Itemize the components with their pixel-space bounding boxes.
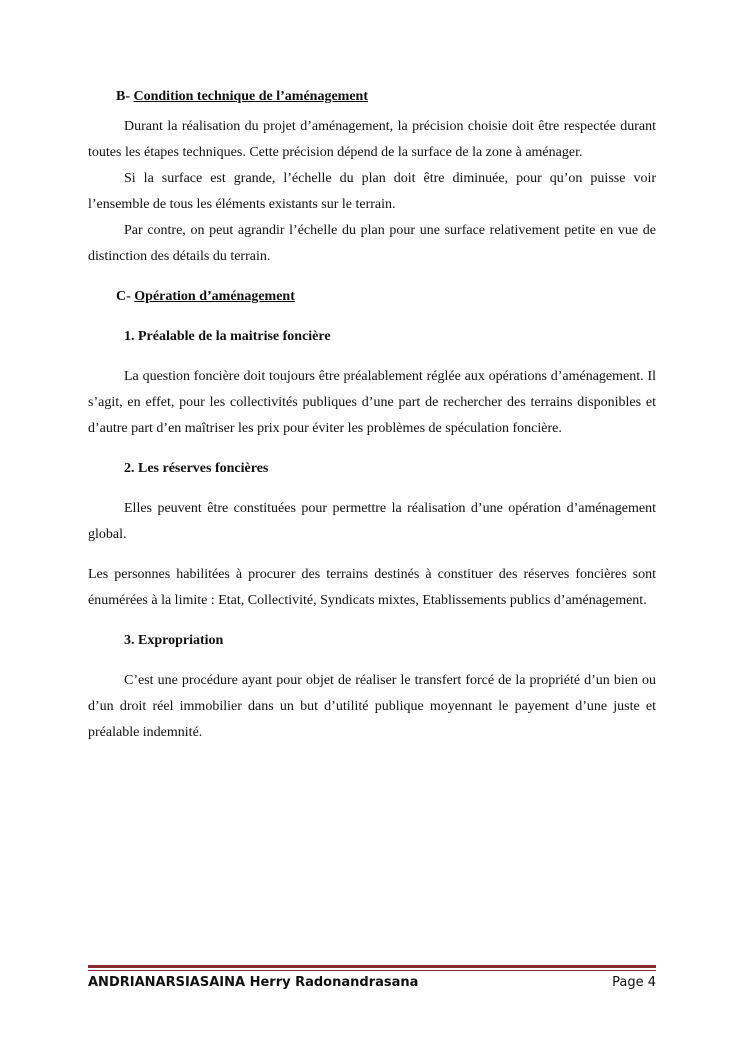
footer-rule-thick: [88, 965, 656, 968]
section-b-paragraph-2: Si la surface est grande, l’échelle du plan doit être diminuée, pour qu’on puisse voir l’ensemble de tous les éléments existants sur le terrain.: [88, 171, 656, 212]
subsection-3-paragraph: C’est une procédure ayant pour objet de réaliser le transfert forcé de la propriété d’un bien ou d’un droit réel immobilier dans un but d’utilité publique moyennant le payement d’une juste et préalable indemnité.: [88, 673, 656, 740]
page-footer: [88, 973, 656, 993]
subsection-1-title: 1. Préalable de la maitrise foncière: [124, 329, 331, 344]
subsection-2-title: 2. Les réserves foncières: [124, 461, 269, 476]
subsection-2-paragraph-1: Elles peuvent être constituées pour permettre la réalisation d’une opération d’aménagement global.: [88, 501, 656, 542]
footer-author: ANDRIANARSIASAINA Herry Radonandrasana: [88, 975, 419, 990]
footer-rule: [88, 965, 656, 971]
subsection-1-paragraph: La question foncière doit toujours être préalablement réglée aux opérations d’aménagement. Il s’agit, en effet, pour les collectivités publiques d’une part de rechercher des terrains disponibles et d’autre part d’en maîtriser les prix pour éviter les problèmes de spéculation foncière.: [88, 369, 656, 436]
footer-rule-thin: [88, 970, 656, 971]
section-b-prefix: B-: [116, 89, 134, 104]
page-number: Page 4: [612, 975, 656, 990]
document-body: [88, 84, 656, 746]
subsection-2-paragraph-2: Les personnes habilitées à procurer des terrains destinés à constituer des réserves foncières sont énumérées à la limite : Etat, Collectivité, Syndicats mixtes, Etablissements publics d’aménagement.: [88, 567, 656, 608]
section-c-heading: [116, 284, 656, 310]
section-b-heading: [116, 84, 656, 110]
subsection-3-title: 3. Expropriation: [124, 633, 224, 648]
section-b-paragraph-3: Par contre, on peut agrandir l’échelle du plan pour une surface relativement petite en vue de distinction des détails du terrain.: [88, 223, 656, 264]
section-b-title: Condition technique de l’aménagement: [133, 89, 368, 104]
section-b-paragraph-1: Durant la réalisation du projet d’aménagement, la précision choisie doit être respectée durant toutes les étapes techniques. Cette précision dépend de la surface de la zone à aménager.: [88, 119, 656, 160]
section-c-title: Opération d’aménagement: [134, 289, 295, 304]
section-c-prefix: C-: [116, 289, 135, 304]
